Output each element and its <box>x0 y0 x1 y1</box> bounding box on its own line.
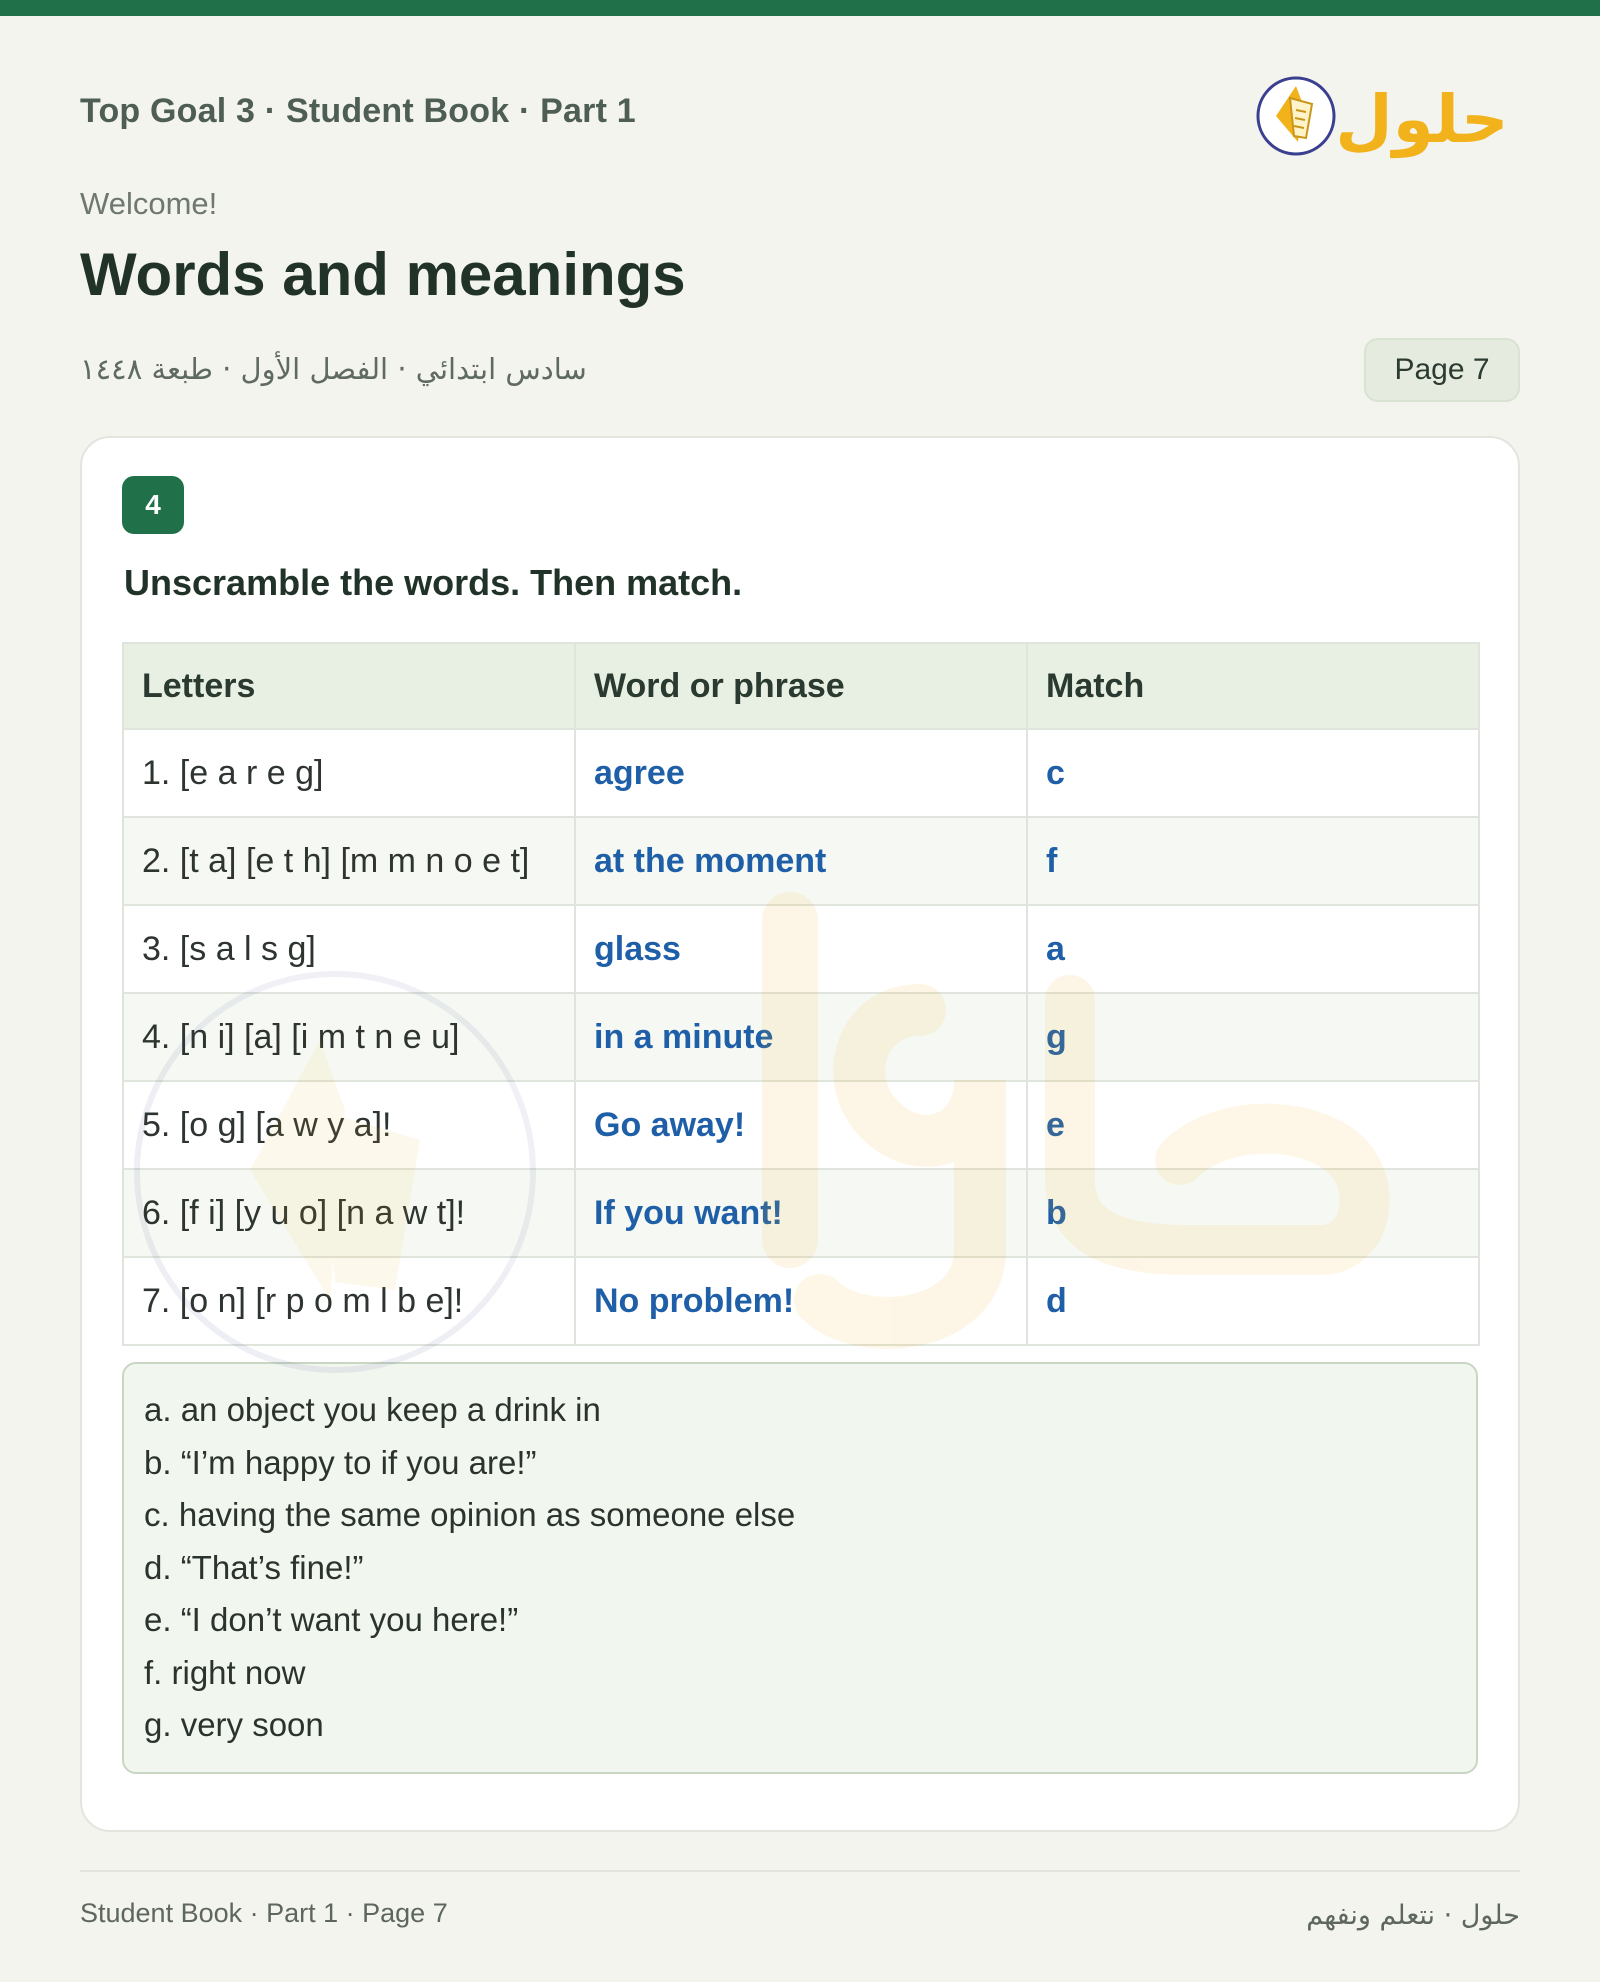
column-header-word: Word or phrase <box>575 643 1027 729</box>
arabic-subtitle: سادس ابتدائي · الفصل الأول · طبعة ١٤٤٨ <box>80 352 587 386</box>
scrambled-letters: 1. [e a r e g] <box>123 729 575 817</box>
table-header-row <box>123 643 1479 729</box>
scrambled-letters: 3. [s a l s g] <box>123 905 575 993</box>
page-header <box>80 81 1520 158</box>
table-row <box>123 1257 1479 1345</box>
scrambled-letters: 7. [o n] [r p o m l b e]! <box>123 1257 575 1345</box>
hulul-logo[interactable] <box>1254 62 1504 162</box>
footer-divider <box>80 1870 1520 1872</box>
answer-word: in a minute <box>575 993 1027 1081</box>
scrambled-letters: 6. [f i] [y u o] [n a w t]! <box>123 1169 575 1257</box>
table-row <box>123 1169 1479 1257</box>
footer-page-info: Student Book · Part 1 · Page 7 <box>80 1898 448 1928</box>
answer-match: a <box>1027 905 1479 993</box>
scrambled-letters: 2. [t a] [e t h] [m m n o e t] <box>123 817 575 905</box>
book-title: Top Goal 3 · Student Book · Part 1 <box>80 92 636 130</box>
column-header-letters: Letters <box>123 643 575 729</box>
table-row <box>123 729 1479 817</box>
page-number-badge: Page 7 <box>1364 338 1520 402</box>
table-row <box>123 1081 1479 1169</box>
definition-item: e. “I don’t want you here!” <box>144 1601 519 1638</box>
table-row <box>123 817 1479 905</box>
answer-word: No problem! <box>575 1257 1027 1345</box>
exercise-card <box>80 436 1520 1832</box>
definition-item: g. very soon <box>144 1706 324 1743</box>
definition-item: f. right now <box>144 1653 306 1691</box>
exercise-number-badge: 4 <box>122 476 184 534</box>
answer-match: f <box>1027 817 1479 905</box>
answer-word: Go away! <box>575 1081 1027 1169</box>
column-header-match: Match <box>1027 643 1479 729</box>
logo-wordmark: حلول <box>1335 81 1504 158</box>
definition-item: c. having the same opinion as someone else <box>144 1496 796 1533</box>
top-accent-bar <box>0 0 1600 16</box>
exercise-instruction: Unscramble the words. Then match. <box>124 562 743 603</box>
answer-match: e <box>1027 1081 1479 1169</box>
answer-match: g <box>1027 993 1479 1081</box>
table-row <box>123 905 1479 993</box>
answer-word: glass <box>575 905 1027 993</box>
definition-item: b. “I’m happy to if you are!” <box>144 1443 537 1481</box>
answer-word: agree <box>575 729 1027 817</box>
definitions-box <box>122 1362 1478 1774</box>
definition-item: a. an object you keep a drink in <box>144 1391 601 1428</box>
scrambled-letters: 5. [o g] [a w y a]! <box>123 1081 575 1169</box>
answer-word: at the moment <box>575 817 1027 905</box>
answer-match: d <box>1027 1257 1479 1345</box>
table-row <box>123 993 1479 1081</box>
definition-item: d. “That’s fine!” <box>144 1548 364 1586</box>
answer-match: b <box>1027 1169 1479 1257</box>
answer-table <box>122 642 1478 1346</box>
page-title: Words and meanings <box>80 241 686 308</box>
scrambled-letters: 4. [n i] [a] [i m t n e u] <box>123 993 575 1081</box>
section-label: Welcome! <box>80 186 218 221</box>
answer-match: c <box>1027 729 1479 817</box>
footer-brand-tagline: حلول · نتعلم ونفهم <box>1306 1900 1520 1931</box>
answer-word: If you want! <box>575 1169 1027 1257</box>
